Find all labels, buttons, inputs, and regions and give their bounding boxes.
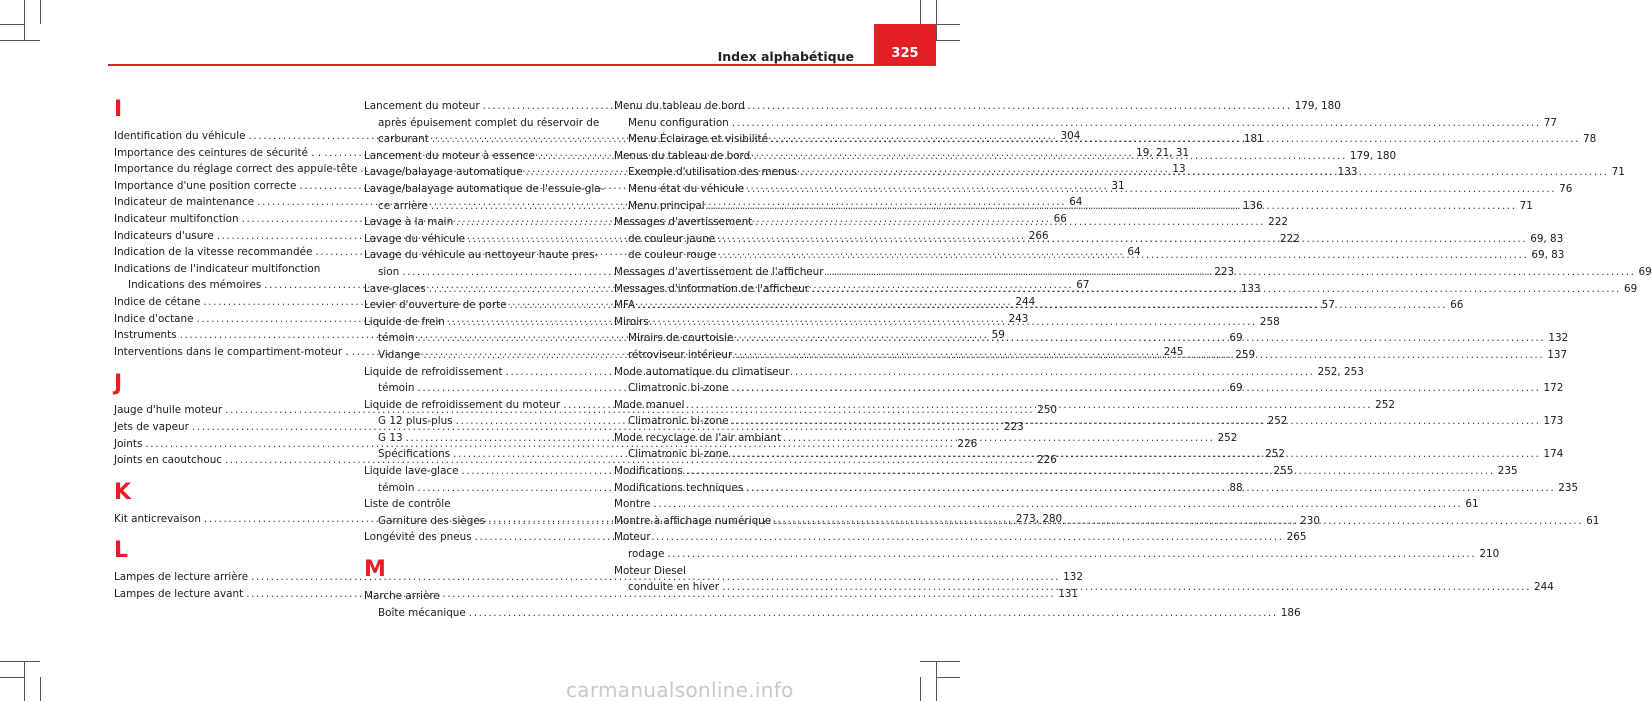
page-reference: 258 (1259, 315, 1280, 328)
entry-text: Miroirs de courtoisie (628, 332, 734, 345)
page-reference: 69 (1229, 332, 1243, 345)
page-reference: 133 (1337, 166, 1358, 179)
page-reference: 136 (1242, 199, 1263, 212)
entry-text: Lavage du véhicule (364, 232, 466, 245)
entry-text: Longévité des pneus (364, 531, 472, 544)
entry-text: Instruments (114, 329, 177, 342)
page-reference: 304 (1060, 130, 1081, 142)
dot-leader (746, 480, 1555, 497)
dot-leader (448, 314, 1257, 331)
index-heading: Mode manuel (614, 398, 685, 411)
page-reference: 223 (1003, 420, 1024, 433)
page-reference: 61 (1465, 498, 1479, 511)
page-reference: 69, 83 (1530, 232, 1564, 245)
entry-text: Menu principal (628, 199, 705, 212)
index-subentry (364, 605, 1301, 622)
crop-mark (40, 0, 41, 24)
section-letter: I (114, 97, 123, 122)
entry-text: Importance du réglage correct des appuie-tête (114, 163, 358, 176)
crop-mark (0, 24, 24, 25)
index-heading: Menus du tableau de bord (614, 149, 751, 162)
page-reference: 255 (1273, 465, 1294, 478)
page-reference: 137 (1547, 348, 1568, 361)
index-heading: Mode recyclage de l'air ambiant (614, 431, 782, 444)
entry-text: Jauge d'huile moteur (114, 404, 223, 417)
entry-text: Climatronic bi-zone (628, 382, 729, 395)
page-reference: 13 (1172, 163, 1186, 176)
section-gap (114, 527, 350, 539)
page-reference: 243 (1008, 312, 1029, 325)
entry-text: Lavage/balayage automatique (364, 166, 523, 179)
crop-mark (920, 0, 921, 24)
page-reference: 252 (1375, 398, 1396, 411)
crop-mark (0, 40, 40, 41)
dot-leader (732, 380, 1541, 397)
entry-text: Lampes de lecture arrière (114, 571, 249, 584)
page-reference: 259 (1235, 348, 1256, 361)
entry-text: Importance d'une position correcte (114, 179, 297, 192)
entry-text: Montre à affichage numérique (614, 514, 772, 527)
page-reference: 64 (1127, 246, 1141, 259)
page-reference: 179, 180 (1294, 100, 1341, 112)
page-reference: 77 (1543, 116, 1557, 129)
page-reference: 235 (1497, 465, 1518, 478)
dot-leader (827, 264, 1636, 281)
dot-leader (800, 164, 1609, 181)
entry-text: Exemple d'utilisation des menus (628, 166, 797, 179)
entry-text: Climatronic bi-zone (628, 415, 729, 428)
entry-text: Messages d'information de l'afficheur (614, 282, 809, 295)
page-reference: 235 (1558, 481, 1579, 494)
entry-text: de couleur rouge (628, 249, 717, 262)
section-gap (114, 360, 350, 372)
entry-text: Joints en caoutchouc (114, 454, 223, 467)
page-number: 325 (891, 46, 919, 61)
entry-text: Spécifications (378, 448, 451, 461)
crop-mark (936, 661, 937, 701)
section-gap (364, 546, 601, 558)
header-title: Index alphabétique (717, 49, 854, 64)
page-reference: 186 (1280, 606, 1301, 619)
entry-text: Lave-glaces (364, 282, 426, 295)
entry-text: Menu état du véhicule (628, 182, 745, 195)
entry-text: carburant (378, 133, 429, 146)
page-reference: 69, 83 (1531, 249, 1565, 262)
entry-text: Indice de cétane (114, 295, 201, 308)
dot-leader (735, 347, 1544, 364)
entry-text: G 12 plus-plus (378, 415, 453, 428)
index-heading: Menu du tableau de bord (614, 100, 745, 112)
entry-text: Vidange (378, 348, 421, 361)
index-heading: Indications de l'indicateur multifonction (114, 262, 321, 275)
page-reference: 76 (1559, 182, 1573, 195)
page-reference: 222 (1268, 216, 1288, 229)
index-entry (614, 496, 1479, 513)
entry-text: Messages d'avertissement de l'afficheur (614, 265, 824, 278)
dot-leader (722, 579, 1531, 596)
entry-text: Indicateur multifonction (114, 212, 239, 225)
page-reference: 266 (1028, 229, 1049, 242)
page-reference: 88 (1229, 481, 1243, 494)
entry-text: Modifications (614, 465, 683, 478)
index-heading: Miroirs (614, 315, 649, 328)
crop-mark (936, 24, 960, 25)
page-reference: 210 (1479, 548, 1500, 561)
page-reference: 69 (1229, 382, 1243, 395)
entry-text: Liquide lave-glace (364, 465, 459, 478)
page-reference: 174 (1543, 448, 1564, 461)
entry-text: témoin (378, 481, 415, 494)
crop-mark (40, 677, 41, 701)
entry-text: Montre (614, 498, 651, 511)
page-reference: 172 (1543, 382, 1564, 395)
entry-text: Indication de la vitesse recommandée (114, 246, 313, 259)
dot-leader (771, 131, 1580, 148)
dot-leader (456, 214, 1265, 231)
page-reference: 250 (1037, 404, 1058, 417)
crop-mark (24, 661, 25, 701)
page-reference: 57 (1321, 299, 1335, 312)
page-reference: 252 (1265, 448, 1285, 461)
entry-text: Lancement du moteur (364, 100, 480, 112)
index-heading: après épuisement complet du réservoir de (378, 116, 600, 129)
crop-mark (920, 677, 921, 701)
entry-text: Liquide de refroidissement du moteur (364, 398, 561, 411)
entry-text: de couleur jaune (628, 232, 716, 245)
entry-text: Indice d'octane (114, 312, 194, 325)
dot-leader (732, 413, 1541, 430)
section-letter: L (114, 538, 129, 564)
crop-mark (24, 0, 25, 40)
page-reference: 265 (1286, 531, 1307, 544)
entry-text: Kit anticrevaison (114, 512, 201, 525)
entry-text: sion (378, 265, 400, 278)
dot-leader (469, 605, 1278, 622)
dot-leader (812, 281, 1621, 298)
index-subentry (614, 546, 1500, 563)
page-reference: 69 (1623, 282, 1638, 295)
index-heading: Messages d'avertissement (614, 216, 753, 229)
dot-leader (747, 181, 1556, 198)
page-reference: 61 (1586, 514, 1600, 527)
page-reference: 131 (1058, 587, 1079, 600)
page-reference: 244 (1015, 295, 1036, 308)
entry-text: Levier d'ouverture de porte (364, 299, 507, 312)
crop-mark (936, 0, 937, 40)
index-heading: Moteur Diesel (614, 564, 686, 577)
section-gap (114, 469, 350, 481)
dot-leader (736, 330, 1545, 347)
section-letter: M (364, 557, 386, 583)
page-reference: 69 (1638, 265, 1652, 278)
page-reference: 179, 180 (1349, 149, 1397, 162)
page-reference: 173 (1543, 415, 1564, 428)
entry-text: Lancement du moteur à essence (364, 149, 535, 162)
page-reference: 252 (1267, 415, 1288, 428)
entry-text: Identification du véhicule (114, 130, 246, 142)
entry-text: Joints (114, 437, 143, 450)
page-reference: 252 (1217, 431, 1238, 444)
page-reference: 252, 253 (1317, 365, 1364, 378)
entry-text: Indicateur de maintenance (114, 196, 255, 209)
page-reference: 132 (1548, 332, 1569, 345)
entry-text: témoin (378, 382, 415, 395)
page-reference: 245 (1163, 345, 1184, 358)
dot-leader (653, 496, 1462, 513)
index-subentry (614, 115, 1557, 132)
index-heading: Lavage du véhicule au nettoyeur haute pres- (364, 249, 599, 262)
entry-text: Jets de vapeur (114, 420, 189, 433)
entry-text: Lampes de lecture avant (114, 587, 244, 600)
page-reference: 71 (1519, 199, 1533, 212)
dot-leader (686, 463, 1495, 480)
dot-leader (718, 231, 1527, 248)
entry-text: conduite en hiver (628, 581, 720, 594)
entry-text: Liquide de refroidissement (364, 365, 503, 378)
entry-text: Menu configuration (628, 116, 729, 129)
entry-text: témoin (378, 332, 415, 345)
index-heading: Mode automatique du climatiseur (614, 365, 790, 378)
page-reference: 230 (1300, 514, 1321, 527)
crop-mark (0, 677, 24, 678)
dot-leader (638, 297, 1447, 314)
index-heading: Marche arrière (364, 590, 440, 603)
page-reference: 226 (1037, 454, 1057, 467)
dot-leader (708, 198, 1517, 215)
page-reference: 132 (1063, 571, 1083, 584)
page-reference: 222 (1280, 232, 1300, 245)
crop-mark (0, 661, 40, 662)
dot-leader (774, 513, 1583, 530)
page-reference: 71 (1611, 166, 1625, 179)
entry-text: Indicateurs d'usure (114, 229, 214, 242)
entry-text: Modifications techniques (614, 481, 744, 494)
page-reference: 19, 21, 31 (1136, 146, 1190, 159)
entry-text: Boîte mécanique (378, 606, 466, 619)
entry-text: Menu Éclairage et visibilité (628, 133, 769, 146)
watermark: carmanualsonline.info (566, 678, 794, 702)
entry-text: Interventions dans le compartiment-moteur . (114, 345, 349, 358)
entry-text: Climatronic bi-zone (628, 448, 729, 461)
page-reference: 226 (957, 437, 978, 450)
dot-leader (719, 247, 1528, 264)
index-heading: Lavage/balayage automatique de l'essuie-gla- (364, 182, 605, 195)
dot-leader (732, 446, 1541, 463)
page-reference: 31 (1111, 179, 1125, 192)
page-reference: 273, 280 (1015, 512, 1063, 525)
page-reference: 67 (1076, 279, 1090, 292)
entry-text: G 13 (378, 431, 403, 444)
entry-text: Lavage à la main (364, 216, 454, 229)
entry-text: Garniture des sièges (378, 514, 486, 527)
dot-leader (667, 546, 1476, 563)
entry-text: Importance des ceintures de sécurité . . (114, 146, 322, 159)
page-reference: 223 (1214, 265, 1235, 278)
dot-leader (483, 98, 1292, 115)
entry-text: rétroviseur intérieur (628, 348, 733, 361)
page-reference: 66 (1450, 299, 1464, 312)
header-rule (108, 64, 874, 66)
entry-text: Liquide de frein (364, 315, 445, 328)
dot-leader (475, 529, 1284, 546)
section-letter: K (114, 479, 132, 505)
crop-mark (936, 677, 960, 678)
dot-leader (732, 115, 1541, 132)
page-reference: 244 (1534, 581, 1554, 594)
page-reference: 181 (1243, 133, 1264, 146)
index-heading: Liste de contrôle (364, 498, 451, 511)
section-letter: J (114, 371, 123, 397)
page-reference: 59 (991, 329, 1005, 342)
page-reference: 66 (1053, 212, 1067, 225)
page-reference: 64 (1069, 196, 1083, 209)
entry-text: ce arrière (378, 199, 428, 212)
entry-text: rodage (628, 548, 665, 561)
index-heading: Moteur (614, 531, 651, 544)
page-reference: 78 (1583, 133, 1597, 146)
page-reference: 133 (1240, 282, 1261, 295)
entry-text: MFA (614, 299, 636, 312)
crop-mark (920, 661, 960, 662)
entry-text: Indications des mémoires (128, 279, 262, 292)
